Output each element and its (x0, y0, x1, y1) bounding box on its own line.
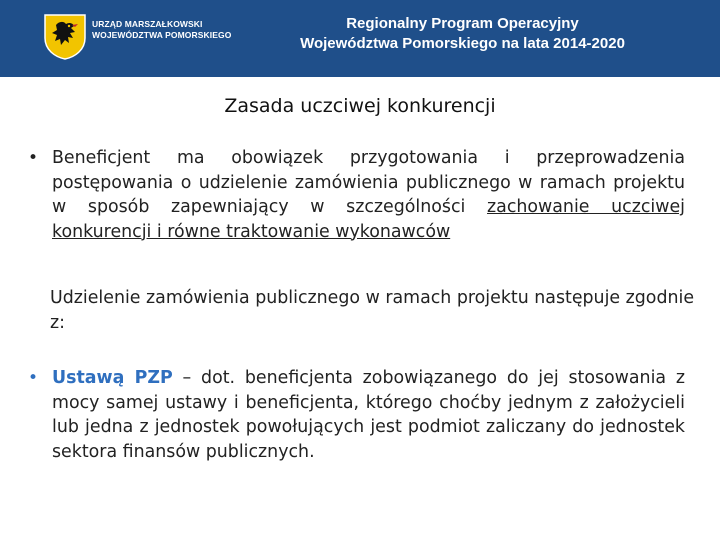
bullet-1-text: Beneficjent ma obowiązek przygotowania i przeprowadzenia postępowania o udzielenie zamówienia publicznego w ramach projektu w sposób zapewniający w szczególności (52, 148, 685, 217)
bullet-pzp-law (52, 366, 685, 464)
bullet-beneficiary-obligation (52, 146, 685, 244)
bullet-marker-2: • (28, 368, 39, 388)
office-name (92, 19, 231, 41)
bullet-1-underlined-text: zachowanie uczciwej konkurencji i równe traktowanie wykonawców (52, 197, 685, 242)
office-name-line-1: URZĄD MARSZAŁKOWSKI (92, 19, 203, 29)
program-title-line-2: Województwa Pomorskiego na lata 2014-2020 (300, 35, 625, 52)
program-title (230, 14, 695, 54)
header-banner (0, 0, 720, 77)
office-name-line-2: WOJEWÓDZTWA POMORSKIEGO (92, 30, 232, 40)
pomorskie-coat-of-arms-icon (42, 12, 88, 60)
pzp-highlight: Ustawą PZP (52, 368, 173, 388)
bullet-2-text: – dot. beneficjenta zobowiązanego do jej stosowania z mocy samej ustawy i beneficjenta, którego choćby jednym z założycieli lub jedna z jednostek powołujących jest podmiot zaliczany do jednostek sektora finansów publicznych. (52, 368, 685, 462)
slide-title: Zasada uczciwej konkurencji (224, 95, 496, 117)
procurement-paragraph: Udzielenie zamówienia publicznego w ramach projektu następuje zgodnie z: (50, 288, 695, 333)
program-title-line-1: Regionalny Program Operacyjny (346, 15, 579, 32)
bullet-marker: • (28, 148, 39, 168)
